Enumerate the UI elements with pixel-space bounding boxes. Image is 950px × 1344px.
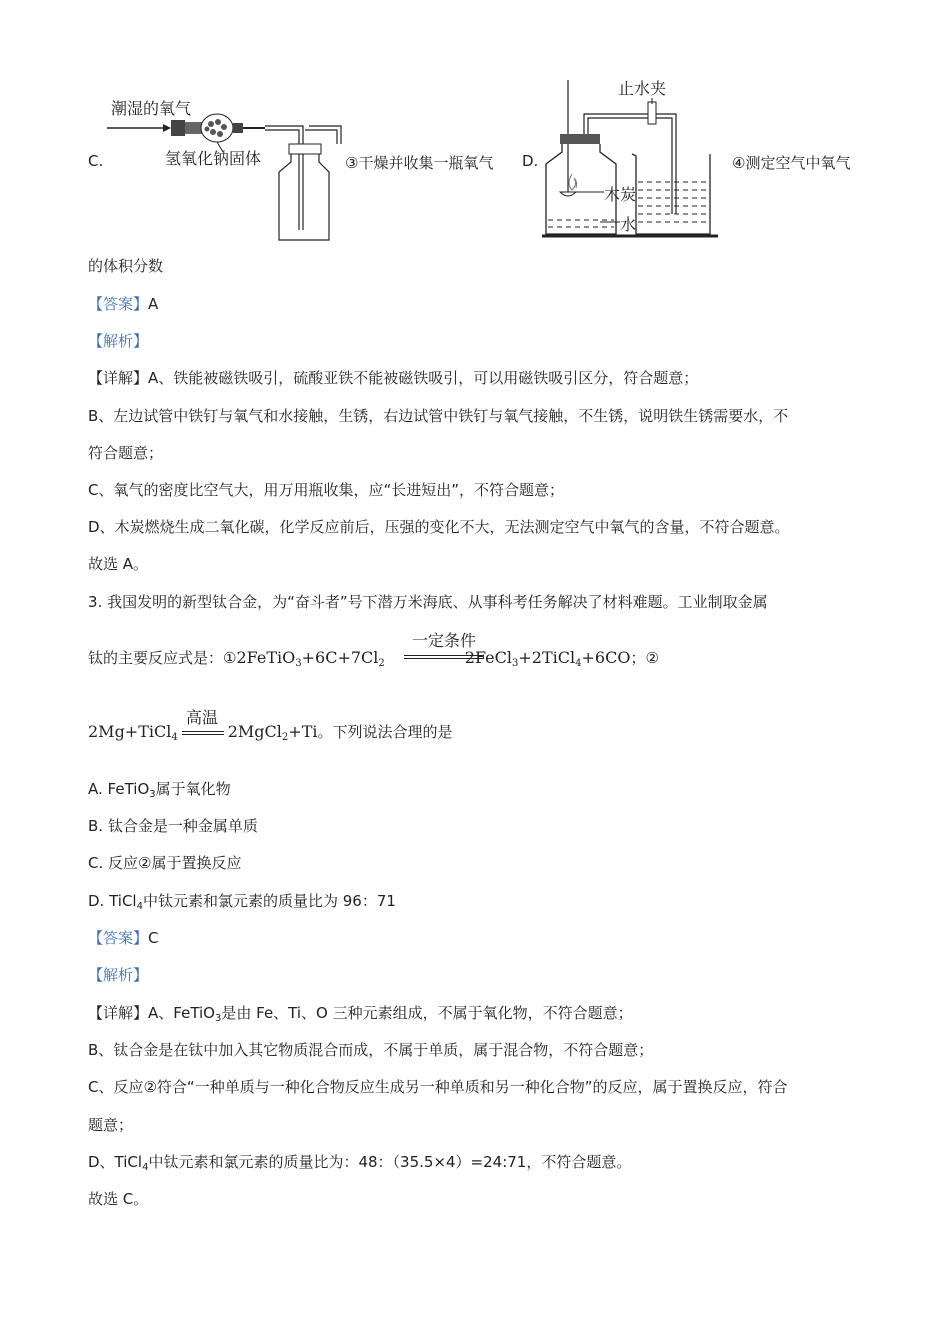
subscript: 4 (575, 658, 582, 669)
eq1-product-2: +2TiCl (518, 648, 576, 667)
clamp-label: 止水夹 (618, 79, 667, 98)
option-d-formula: D. TiCl (88, 892, 137, 910)
eq1-suffix: ；② (630, 649, 659, 667)
eq1-equals-sign (404, 655, 484, 659)
caption-continuation: 的体积分数 (88, 257, 164, 275)
q3-stem-line1: 3. 我国发明的新型钛合金，为“奋斗者”号下潜万米海底、从事科考任务解决了材料难题。工业制取金属 (88, 593, 768, 611)
stem-prefix: 钛的主要反应式是：① (88, 649, 237, 667)
q2-detail-b1: B、左边试管中铁钉与氧气和水接触，生锈，右边试管中铁钉与氧气接触，不生锈，说明铁生锈需要水，不 (88, 407, 789, 425)
charcoal-label: 木炭 (604, 185, 637, 204)
figure-d-caption: ④测定空气中氧气 (732, 154, 851, 172)
eq2-product-2: +Ti (288, 722, 318, 741)
figure-c-caption: ③干燥并收集一瓶氧气 (345, 154, 494, 172)
subscript: 2 (281, 732, 289, 743)
q2-detail-b2: 符合题意； (88, 444, 164, 462)
option-c-label: C. (88, 152, 104, 170)
q3-detail-a (88, 1003, 633, 1023)
option-a-text: 属于氧化物 (155, 780, 231, 798)
answer-value: C (148, 929, 159, 947)
q3-analysis-tag: 【解析】 (88, 966, 149, 984)
q3-detail-b: B、钛合金是在钛中加入其它物质混合而成，不属于单质，属于混合物，不符合题意； (88, 1041, 654, 1059)
eq1-product-1: 2FeCl (464, 648, 512, 667)
eq1-reactant-1: 2FeTiO (236, 648, 296, 667)
detail-tag: 【详解】 (88, 1004, 149, 1022)
subscript: 4 (136, 901, 143, 912)
naoh-solid-label: 氢氧化钠固体 (165, 149, 262, 168)
q3-equation-1 (88, 648, 659, 668)
option-b: B. 钛合金是一种金属单质 (88, 817, 258, 835)
subscript: 3 (215, 1013, 222, 1024)
water-label: 水 (620, 215, 637, 234)
subscript: 3 (149, 789, 156, 800)
q3-choose: 故选 C。 (88, 1190, 149, 1208)
detail-text: 中钛元素和氯元素的质量比为：48：（35.5×4）=24:71，不符合题意。 (148, 1153, 632, 1171)
eq1-condition: 一定条件 (411, 631, 476, 650)
detail-formula: D、TiCl (88, 1153, 143, 1171)
stem-suffix: 。下列说法合理的是 (317, 723, 453, 741)
option-c: C. 反应②属于置换反应 (88, 854, 242, 872)
q2-choose: 故选 A。 (88, 555, 149, 573)
q3-detail-c1: C、反应②符合“一种单质与一种化合物反应生成另一种单质和另一种化合物”的反应，属于置换反应，符合 (88, 1078, 788, 1096)
option-d-text: 中钛元素和氯元素的质量比为 96：71 (142, 892, 396, 910)
subscript: 3 (512, 658, 519, 669)
eq2-reactants: 2Mg+TiCl (88, 722, 172, 741)
eq2-product-1: 2MgCl (227, 722, 282, 741)
eq2-condition: 高温 (185, 708, 218, 727)
q2-detail-d: D、木炭燃烧生成二氧化碳，化学反应前后，压强的变化不大，无法测定空气中氧气的含量，不符合题意。 (88, 518, 790, 536)
q3-detail-c2: 题意； (88, 1116, 134, 1134)
q3-equation-2 (88, 722, 453, 742)
drying-apparatus-diagram (105, 92, 345, 242)
answer-tag: 【答案】 (88, 929, 149, 947)
moist-oxygen-label: 潮湿的氧气 (111, 99, 192, 118)
option-d (88, 891, 396, 911)
q2-analysis-tag: 【解析】 (88, 332, 149, 350)
eq1-product-3: +6CO (581, 648, 631, 667)
q3-detail-d (88, 1152, 631, 1172)
subscript: 4 (171, 732, 178, 743)
q2-detail-a (88, 368, 698, 388)
q2-answer (88, 294, 158, 314)
detail-formula: A、FeTiO (148, 1004, 215, 1022)
detail-text: A、铁能被磁铁吸引，硫酸亚铁不能被磁铁吸引，可以用磁铁吸引区分，符合题意； (148, 369, 699, 387)
detail-text: 是由 Fe、Ti、O 三种元素组成，不属于氧化物，不符合题意； (221, 1004, 633, 1022)
q3-answer (88, 928, 159, 948)
subscript: 4 (142, 1162, 149, 1173)
answer-tag: 【答案】 (88, 295, 149, 313)
option-a-formula: A. FeTiO (88, 780, 150, 798)
subscript: 3 (295, 658, 302, 669)
option-d-label: D. (522, 152, 539, 170)
eq1-reactant-2: +6C+7Cl (301, 648, 379, 667)
option-a (88, 779, 231, 799)
oxygen-measurement-diagram (540, 74, 730, 244)
q2-detail-c: C、氧气的密度比空气大，用万用瓶收集，应“长进短出”，不符合题意； (88, 481, 565, 499)
subscript: 2 (378, 658, 385, 669)
eq2-equals-sign (182, 731, 224, 735)
answer-value: A (148, 295, 159, 313)
detail-tag: 【详解】 (88, 369, 149, 387)
